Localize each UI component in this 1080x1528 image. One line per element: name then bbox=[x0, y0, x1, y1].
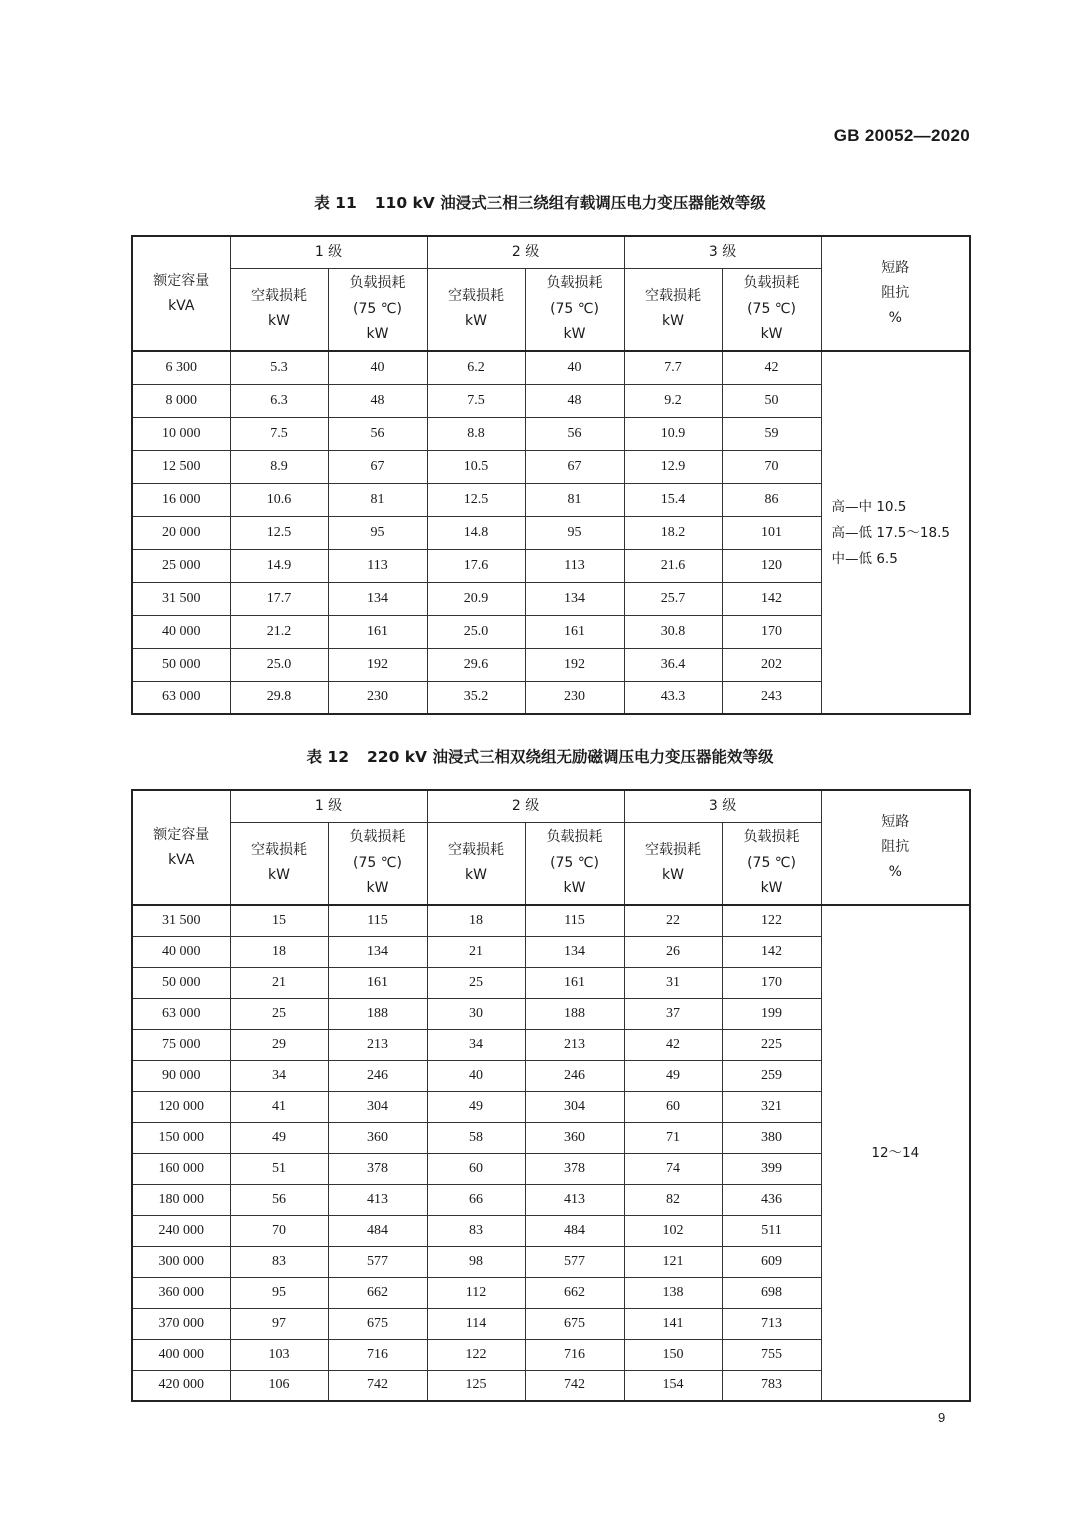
no-load-loss-cell: 30.8 bbox=[624, 615, 722, 648]
load-loss-cell: 577 bbox=[328, 1246, 427, 1277]
load-loss-cell: 115 bbox=[328, 905, 427, 936]
no-load-loss-header: 空载损耗 kW bbox=[427, 822, 525, 905]
load-loss-cell: 192 bbox=[328, 648, 427, 681]
load-loss-cell: 170 bbox=[722, 615, 821, 648]
load-loss-cell: 142 bbox=[722, 936, 821, 967]
load-loss-cell: 304 bbox=[328, 1091, 427, 1122]
no-load-loss-cell: 42 bbox=[624, 1029, 722, 1060]
load-loss-cell: 484 bbox=[328, 1215, 427, 1246]
load-loss-cell: 48 bbox=[525, 384, 624, 417]
impedance-value: 高—低 17.5～18.5 bbox=[831, 524, 950, 541]
load-loss-cell: 134 bbox=[525, 936, 624, 967]
load-loss-cell: 321 bbox=[722, 1091, 821, 1122]
load-loss-cell: 716 bbox=[328, 1339, 427, 1370]
capacity-cell: 50 000 bbox=[132, 967, 230, 998]
no-load-loss-cell: 18 bbox=[230, 936, 328, 967]
no-load-loss-cell: 49 bbox=[624, 1060, 722, 1091]
no-load-loss-cell: 7.7 bbox=[624, 351, 722, 384]
load-loss-header: 负载损耗 (75 ℃) kW bbox=[525, 822, 624, 905]
no-load-loss-cell: 7.5 bbox=[427, 384, 525, 417]
load-loss-cell: 70 bbox=[722, 450, 821, 483]
load-loss-cell: 380 bbox=[722, 1122, 821, 1153]
no-load-loss-cell: 21 bbox=[427, 936, 525, 967]
load-loss-cell: 170 bbox=[722, 967, 821, 998]
load-loss-cell: 413 bbox=[328, 1184, 427, 1215]
no-load-loss-cell: 36.4 bbox=[624, 648, 722, 681]
no-load-loss-cell: 51 bbox=[230, 1153, 328, 1184]
table-11-title bbox=[0, 191, 1080, 213]
load-loss-cell: 511 bbox=[722, 1215, 821, 1246]
no-load-loss-cell: 25.7 bbox=[624, 582, 722, 615]
no-load-loss-cell: 34 bbox=[427, 1029, 525, 1060]
load-loss-cell: 213 bbox=[525, 1029, 624, 1060]
load-loss-cell: 259 bbox=[722, 1060, 821, 1091]
no-load-loss-cell: 20.9 bbox=[427, 582, 525, 615]
load-loss-cell: 113 bbox=[525, 549, 624, 582]
grade-1-header: 1 级 bbox=[230, 790, 427, 822]
table-11-caption: 110 kV 油浸式三相三绕组有载调压电力变压器能效等级 bbox=[374, 194, 766, 212]
load-loss-cell: 56 bbox=[525, 417, 624, 450]
no-load-loss-cell: 98 bbox=[427, 1246, 525, 1277]
table-11-body bbox=[132, 351, 970, 714]
load-loss-header: 负载损耗 (75 ℃) kW bbox=[525, 268, 624, 351]
load-loss-cell: 161 bbox=[328, 615, 427, 648]
no-load-loss-cell: 10.5 bbox=[427, 450, 525, 483]
capacity-cell: 120 000 bbox=[132, 1091, 230, 1122]
no-load-loss-cell: 10.9 bbox=[624, 417, 722, 450]
load-loss-cell: 42 bbox=[722, 351, 821, 384]
load-loss-cell: 675 bbox=[525, 1308, 624, 1339]
capacity-cell: 400 000 bbox=[132, 1339, 230, 1370]
no-load-loss-cell: 8.9 bbox=[230, 450, 328, 483]
load-loss-header: 负载损耗 (75 ℃) kW bbox=[722, 268, 821, 351]
no-load-loss-cell: 106 bbox=[230, 1370, 328, 1401]
capacity-cell: 63 000 bbox=[132, 998, 230, 1029]
load-loss-header: 负载损耗 (75 ℃) kW bbox=[328, 822, 427, 905]
no-load-loss-cell: 114 bbox=[427, 1308, 525, 1339]
load-loss-cell: 577 bbox=[525, 1246, 624, 1277]
no-load-loss-cell: 112 bbox=[427, 1277, 525, 1308]
no-load-loss-cell: 21.6 bbox=[624, 549, 722, 582]
capacity-cell: 180 000 bbox=[132, 1184, 230, 1215]
impedance-value: 高—中 10.5 bbox=[831, 498, 907, 515]
no-load-loss-cell: 49 bbox=[230, 1122, 328, 1153]
capacity-cell: 75 000 bbox=[132, 1029, 230, 1060]
load-loss-cell: 213 bbox=[328, 1029, 427, 1060]
load-loss-cell: 230 bbox=[328, 681, 427, 714]
capacity-cell: 160 000 bbox=[132, 1153, 230, 1184]
no-load-loss-cell: 35.2 bbox=[427, 681, 525, 714]
no-load-loss-cell: 25.0 bbox=[230, 648, 328, 681]
load-loss-cell: 81 bbox=[525, 483, 624, 516]
load-loss-cell: 399 bbox=[722, 1153, 821, 1184]
no-load-loss-header: 空载损耗 kW bbox=[230, 822, 328, 905]
grade-1-header: 1 级 bbox=[230, 236, 427, 268]
no-load-loss-cell: 102 bbox=[624, 1215, 722, 1246]
load-loss-cell: 304 bbox=[525, 1091, 624, 1122]
no-load-loss-cell: 12.9 bbox=[624, 450, 722, 483]
capacity-cell: 420 000 bbox=[132, 1370, 230, 1401]
no-load-loss-cell: 22 bbox=[624, 905, 722, 936]
load-loss-cell: 95 bbox=[525, 516, 624, 549]
load-loss-cell: 698 bbox=[722, 1277, 821, 1308]
load-loss-cell: 40 bbox=[328, 351, 427, 384]
no-load-loss-cell: 18 bbox=[427, 905, 525, 936]
table-12-number: 表 12 bbox=[306, 748, 349, 766]
no-load-loss-cell: 60 bbox=[624, 1091, 722, 1122]
impedance-cell bbox=[821, 351, 970, 714]
no-load-loss-cell: 60 bbox=[427, 1153, 525, 1184]
no-load-loss-cell: 8.8 bbox=[427, 417, 525, 450]
no-load-loss-cell: 83 bbox=[427, 1215, 525, 1246]
no-load-loss-cell: 141 bbox=[624, 1308, 722, 1339]
load-loss-cell: 188 bbox=[328, 998, 427, 1029]
no-load-loss-cell: 29.8 bbox=[230, 681, 328, 714]
no-load-loss-header: 空载损耗 kW bbox=[427, 268, 525, 351]
load-loss-cell: 199 bbox=[722, 998, 821, 1029]
load-loss-cell: 188 bbox=[525, 998, 624, 1029]
capacity-header: 额定容量 kVA bbox=[132, 790, 230, 905]
table-row bbox=[132, 351, 970, 384]
capacity-cell: 10 000 bbox=[132, 417, 230, 450]
no-load-loss-cell: 17.6 bbox=[427, 549, 525, 582]
load-loss-cell: 48 bbox=[328, 384, 427, 417]
capacity-cell: 16 000 bbox=[132, 483, 230, 516]
load-loss-cell: 436 bbox=[722, 1184, 821, 1215]
no-load-loss-header: 空载损耗 kW bbox=[624, 268, 722, 351]
capacity-cell: 12 500 bbox=[132, 450, 230, 483]
load-loss-cell: 67 bbox=[328, 450, 427, 483]
no-load-loss-cell: 70 bbox=[230, 1215, 328, 1246]
no-load-loss-cell: 15 bbox=[230, 905, 328, 936]
load-loss-cell: 161 bbox=[525, 615, 624, 648]
no-load-loss-cell: 121 bbox=[624, 1246, 722, 1277]
load-loss-cell: 134 bbox=[328, 582, 427, 615]
load-loss-cell: 243 bbox=[722, 681, 821, 714]
table-12-title bbox=[0, 745, 1080, 767]
capacity-cell: 300 000 bbox=[132, 1246, 230, 1277]
load-loss-cell: 662 bbox=[328, 1277, 427, 1308]
no-load-loss-cell: 31 bbox=[624, 967, 722, 998]
load-loss-cell: 225 bbox=[722, 1029, 821, 1060]
table-11-number: 表 11 bbox=[314, 194, 357, 212]
capacity-cell: 63 000 bbox=[132, 681, 230, 714]
load-loss-cell: 95 bbox=[328, 516, 427, 549]
load-loss-cell: 192 bbox=[525, 648, 624, 681]
capacity-cell: 25 000 bbox=[132, 549, 230, 582]
load-loss-cell: 783 bbox=[722, 1370, 821, 1401]
no-load-loss-cell: 34 bbox=[230, 1060, 328, 1091]
table-12-header bbox=[132, 790, 970, 905]
no-load-loss-cell: 29 bbox=[230, 1029, 328, 1060]
load-loss-cell: 755 bbox=[722, 1339, 821, 1370]
no-load-loss-cell: 6.2 bbox=[427, 351, 525, 384]
load-loss-cell: 413 bbox=[525, 1184, 624, 1215]
load-loss-cell: 742 bbox=[328, 1370, 427, 1401]
no-load-loss-cell: 40 bbox=[427, 1060, 525, 1091]
table-12-caption: 220 kV 油浸式三相双绕组无励磁调压电力变压器能效等级 bbox=[367, 748, 774, 766]
capacity-cell: 8 000 bbox=[132, 384, 230, 417]
load-loss-cell: 202 bbox=[722, 648, 821, 681]
load-loss-cell: 713 bbox=[722, 1308, 821, 1339]
capacity-cell: 150 000 bbox=[132, 1122, 230, 1153]
no-load-loss-cell: 9.2 bbox=[624, 384, 722, 417]
impedance-header: 短路 阻抗 % bbox=[821, 790, 970, 905]
capacity-cell: 20 000 bbox=[132, 516, 230, 549]
load-loss-cell: 378 bbox=[525, 1153, 624, 1184]
no-load-loss-cell: 25 bbox=[230, 998, 328, 1029]
no-load-loss-cell: 14.9 bbox=[230, 549, 328, 582]
capacity-cell: 6 300 bbox=[132, 351, 230, 384]
load-loss-cell: 67 bbox=[525, 450, 624, 483]
load-loss-cell: 50 bbox=[722, 384, 821, 417]
load-loss-header: 负载损耗 (75 ℃) kW bbox=[328, 268, 427, 351]
no-load-loss-cell: 41 bbox=[230, 1091, 328, 1122]
impedance-cell: 12～14 bbox=[821, 905, 970, 1401]
load-loss-cell: 115 bbox=[525, 905, 624, 936]
no-load-loss-cell: 30 bbox=[427, 998, 525, 1029]
load-loss-cell: 122 bbox=[722, 905, 821, 936]
no-load-loss-cell: 25.0 bbox=[427, 615, 525, 648]
grade-2-header: 2 级 bbox=[427, 236, 624, 268]
no-load-loss-cell: 82 bbox=[624, 1184, 722, 1215]
load-loss-header: 负载损耗 (75 ℃) kW bbox=[722, 822, 821, 905]
no-load-loss-header: 空载损耗 kW bbox=[230, 268, 328, 351]
no-load-loss-cell: 49 bbox=[427, 1091, 525, 1122]
load-loss-cell: 134 bbox=[525, 582, 624, 615]
load-loss-cell: 609 bbox=[722, 1246, 821, 1277]
page-number: 9 bbox=[938, 1410, 946, 1425]
no-load-loss-cell: 97 bbox=[230, 1308, 328, 1339]
impedance-value: 中—低 6.5 bbox=[831, 550, 898, 567]
table-11 bbox=[131, 235, 971, 715]
no-load-loss-cell: 12.5 bbox=[427, 483, 525, 516]
no-load-loss-cell: 26 bbox=[624, 936, 722, 967]
no-load-loss-cell: 18.2 bbox=[624, 516, 722, 549]
load-loss-cell: 230 bbox=[525, 681, 624, 714]
standard-code: GB 20052—2020 bbox=[833, 126, 970, 145]
load-loss-cell: 56 bbox=[328, 417, 427, 450]
no-load-loss-cell: 103 bbox=[230, 1339, 328, 1370]
table-12-body bbox=[132, 905, 970, 1401]
capacity-cell: 50 000 bbox=[132, 648, 230, 681]
grade-3-header: 3 级 bbox=[624, 236, 821, 268]
no-load-loss-cell: 6.3 bbox=[230, 384, 328, 417]
load-loss-cell: 675 bbox=[328, 1308, 427, 1339]
impedance-header: 短路 阻抗 % bbox=[821, 236, 970, 351]
load-loss-cell: 161 bbox=[328, 967, 427, 998]
capacity-cell: 31 500 bbox=[132, 905, 230, 936]
no-load-loss-cell: 10.6 bbox=[230, 483, 328, 516]
no-load-loss-cell: 150 bbox=[624, 1339, 722, 1370]
load-loss-cell: 360 bbox=[525, 1122, 624, 1153]
capacity-cell: 40 000 bbox=[132, 936, 230, 967]
load-loss-cell: 246 bbox=[328, 1060, 427, 1091]
load-loss-cell: 134 bbox=[328, 936, 427, 967]
no-load-loss-cell: 15.4 bbox=[624, 483, 722, 516]
no-load-loss-cell: 21 bbox=[230, 967, 328, 998]
no-load-loss-cell: 43.3 bbox=[624, 681, 722, 714]
no-load-loss-cell: 74 bbox=[624, 1153, 722, 1184]
no-load-loss-cell: 5.3 bbox=[230, 351, 328, 384]
load-loss-cell: 246 bbox=[525, 1060, 624, 1091]
no-load-loss-cell: 56 bbox=[230, 1184, 328, 1215]
no-load-loss-header: 空载损耗 kW bbox=[624, 822, 722, 905]
no-load-loss-cell: 58 bbox=[427, 1122, 525, 1153]
load-loss-cell: 662 bbox=[525, 1277, 624, 1308]
no-load-loss-cell: 122 bbox=[427, 1339, 525, 1370]
load-loss-cell: 40 bbox=[525, 351, 624, 384]
load-loss-cell: 484 bbox=[525, 1215, 624, 1246]
load-loss-cell: 742 bbox=[525, 1370, 624, 1401]
no-load-loss-cell: 154 bbox=[624, 1370, 722, 1401]
load-loss-cell: 86 bbox=[722, 483, 821, 516]
no-load-loss-cell: 14.8 bbox=[427, 516, 525, 549]
capacity-cell: 240 000 bbox=[132, 1215, 230, 1246]
grade-2-header: 2 级 bbox=[427, 790, 624, 822]
no-load-loss-cell: 125 bbox=[427, 1370, 525, 1401]
no-load-loss-cell: 25 bbox=[427, 967, 525, 998]
grade-3-header: 3 级 bbox=[624, 790, 821, 822]
load-loss-cell: 120 bbox=[722, 549, 821, 582]
no-load-loss-cell: 71 bbox=[624, 1122, 722, 1153]
no-load-loss-cell: 95 bbox=[230, 1277, 328, 1308]
no-load-loss-cell: 29.6 bbox=[427, 648, 525, 681]
no-load-loss-cell: 12.5 bbox=[230, 516, 328, 549]
load-loss-cell: 716 bbox=[525, 1339, 624, 1370]
table-12 bbox=[131, 789, 971, 1402]
no-load-loss-cell: 21.2 bbox=[230, 615, 328, 648]
load-loss-cell: 59 bbox=[722, 417, 821, 450]
capacity-cell: 31 500 bbox=[132, 582, 230, 615]
capacity-cell: 370 000 bbox=[132, 1308, 230, 1339]
no-load-loss-cell: 37 bbox=[624, 998, 722, 1029]
no-load-loss-cell: 17.7 bbox=[230, 582, 328, 615]
capacity-cell: 40 000 bbox=[132, 615, 230, 648]
load-loss-cell: 81 bbox=[328, 483, 427, 516]
no-load-loss-cell: 66 bbox=[427, 1184, 525, 1215]
load-loss-cell: 113 bbox=[328, 549, 427, 582]
table-row bbox=[132, 905, 970, 936]
load-loss-cell: 161 bbox=[525, 967, 624, 998]
load-loss-cell: 142 bbox=[722, 582, 821, 615]
no-load-loss-cell: 138 bbox=[624, 1277, 722, 1308]
table-11-header bbox=[132, 236, 970, 351]
load-loss-cell: 360 bbox=[328, 1122, 427, 1153]
load-loss-cell: 101 bbox=[722, 516, 821, 549]
no-load-loss-cell: 7.5 bbox=[230, 417, 328, 450]
capacity-cell: 90 000 bbox=[132, 1060, 230, 1091]
capacity-header: 额定容量 kVA bbox=[132, 236, 230, 351]
capacity-cell: 360 000 bbox=[132, 1277, 230, 1308]
load-loss-cell: 378 bbox=[328, 1153, 427, 1184]
no-load-loss-cell: 83 bbox=[230, 1246, 328, 1277]
